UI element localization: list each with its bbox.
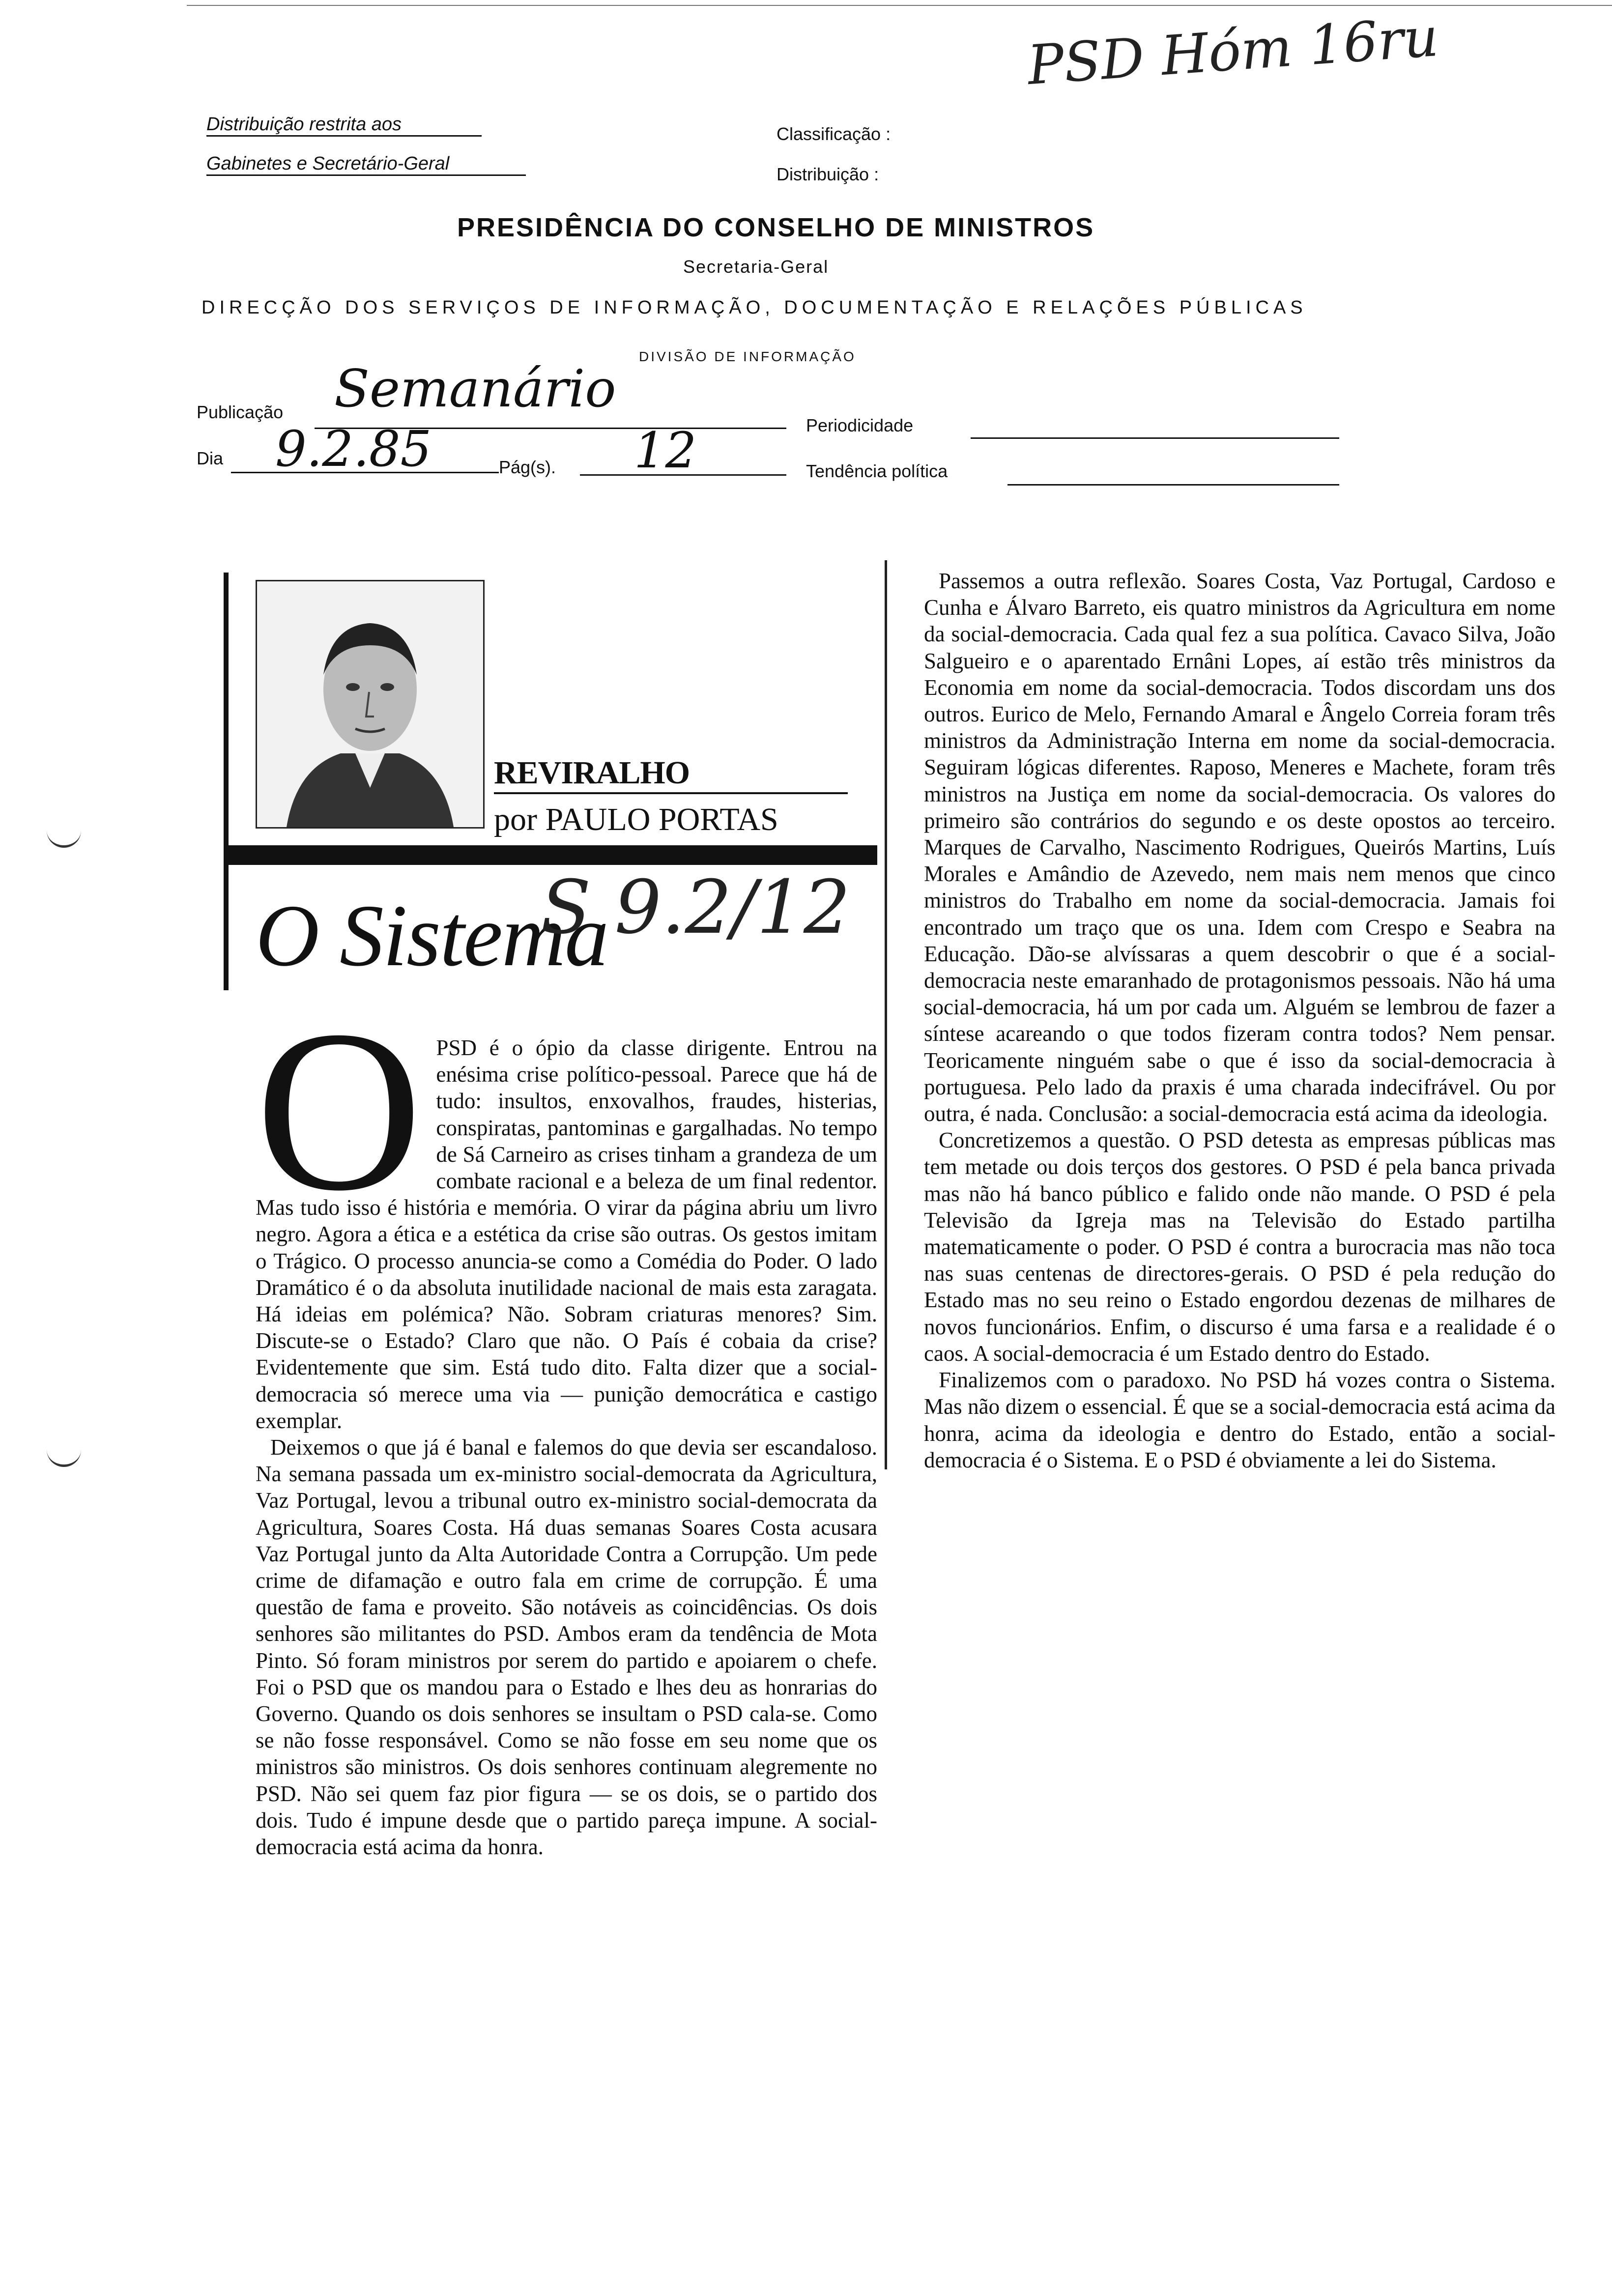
- right-column: [924, 568, 1555, 1473]
- scan-mark: [47, 1450, 81, 1467]
- handwritten-note: PSD Hóm 16ru: [1025, 5, 1440, 97]
- top-rule: [187, 5, 1612, 6]
- section-underline: [494, 792, 848, 794]
- left-column: [256, 982, 877, 1860]
- drop-cap: O: [256, 982, 423, 1238]
- paragraph: Deixemos o que já é banal e falemos do que devia ser escandaloso. Na semana passada um ex-ministro social-democrata da Agricultura, Vaz Portugal, levou a tribunal outro ex-ministro social-democrata da Agricultura, Soares Costa. Há duas semanas Soares Costa acusara Vaz Portugal junto da Alta Autoridade Contra a Corrupção. Um pede crime de difamação e outro fala em crime de corrupção. É uma questão de fama e proveito. São notáveis as coincidências. Os dois senhores são militantes do PSD. Ambos eram da tendência de Mota Pinto. Só foram ministros por serem do partido e apoiarem o chefe. Foi o PSD que os mandou para o Estado e lhes deu as honrarias do Governo. Quando os dois senhores se insultam o PSD cala-se. Como se não fosse responsável. Como se não fosse em seu nome que os ministros são ministros. Os dois senhores continuam alegremente no PSD. Não sei quem faz pior figura — se os dois, se o partido dos dois. Tudo é impune desde que o partido pareça impune. A social-democracia está acima da honra.: [256, 1435, 877, 1860]
- paragraph: Finalizemos com o paradoxo. No PSD há vozes contra o Sistema. Mas não dizem o essencial. É que se a social-democracia está acima da honra, acima da ideologia e dentro do Estado, então a social-democracia é o Sistema. E o PSD é obviamente a lei do Sistema.: [924, 1368, 1555, 1472]
- title-annotation: S 9.2/12: [541, 865, 851, 950]
- section-label: REVIRALHO: [494, 755, 690, 791]
- dia-label: Dia: [197, 448, 224, 468]
- classificacao-label: Classificação :: [777, 124, 891, 144]
- page-title: PRESIDÊNCIA DO CONSELHO DE MINISTROS: [457, 213, 1095, 242]
- paragraph: Passemos a outra reflexão. Soares Costa, Vaz Portugal, Cardoso e Cunha e Álvaro Barreto, eis quatro ministros da Agricultura em nome da social-democracia. Cada qual fez a sua política. Cavaco Silva, João Salgueiro e o aparentado Ernâni Lopes, aí estão três ministros da Economia em nome da social-democracia. Todos discordam uns dos outros. Eurico de Melo, Fernando Amaral e Ângelo Correia foram três ministros da Administração Interna em nome da social-democracia. Seguiram lógicas diferentes. Raposo, Meneres e Machete, foram três ministros na Justiça em nome da social-democracia. Os valores do primeiro são contrários do segundo e os deste opostos ao terceiro. Marques de Carvalho, Nascimento Rodrigues, Queirós Martins, Luís Morales e Amândio de Azevedo, nem mais nem menos que cinco ministros do Trabalho em nome da social-democracia. Jamais foi encontrado um traço que os una. Idem com Crespo e Seabra na Educação. Dão-se alvíssaras a quem descobrir o que é a social-democracia neste emaranhado de protagonismos pessoais. Não há uma social-democracia, há um por cada um. Alguém se lembrou de fazer a síntese acareando o que todos fizeram contra todos? Nem pensar. Teoricamente ninguém sabe o que é isso da social-democracia à portuguesa. Pelo lado da praxis é uma charada indecifrável. Ou por outra, é nada. Conclusão: a social-democracia está acima da ideologia.: [924, 569, 1555, 1126]
- divisao-line: DIVISÃO DE INFORMAÇÃO: [639, 349, 856, 364]
- paragraph: PSD é o ópio da classe dirigente. Entrou na enésima crise político-pessoal. Parece que há de tudo: insultos, enxovalhos, fraudes, histerias, conspiratas, pantominas e gargalhadas. No tempo de Sá Carneiro as crises tinham a grandeza de um combate racional e a beleza de um final redentor. Mas tudo isso é história e memória. O virar da página abriu um livro negro. Agora a ética e a estética da crise são outras. Os gestos imitam o Trágico. O processo anuncia-se como a Comédia do Poder. O lado Dramático é o da absoluta inutilidade nacional de mais esta zaragata. Há ideias em polémica? Não. Sobram criaturas menores? Sim. Discute-se o Estado? Claro que não. O País é cobaia da crise? Evidentemente que sim. Está tudo dito. Falta dizer que a social-democracia só merece uma via — punição democrática e castigo exemplar.: [256, 1035, 877, 1433]
- pags-value: 12: [634, 422, 697, 479]
- distribution-line-1: Distribuição restrita aos: [206, 114, 482, 137]
- tendencia-label: Tendência política: [806, 461, 948, 481]
- direccao-line: DIRECÇÃO DOS SERVIÇOS DE INFORMAÇÃO, DOCUMENTAÇÃO E RELAÇÕES PÚBLICAS: [202, 297, 1307, 318]
- publicacao-label: Publicação: [197, 402, 284, 422]
- article-title: O Sistema: [256, 887, 608, 984]
- periodicidade-label: Periodicidade: [806, 415, 914, 435]
- dia-value: 9.2.85: [275, 420, 432, 478]
- title-bar: [224, 845, 877, 865]
- byline: por PAULO PORTAS: [494, 802, 778, 837]
- tendencia-field: [1008, 445, 1339, 486]
- publicacao-value: Semanário: [334, 359, 616, 419]
- portrait-image: [257, 581, 483, 827]
- periodicidade-field: [971, 398, 1339, 439]
- column-divider: [885, 560, 887, 1469]
- pags-label: Pág(s).: [499, 457, 556, 477]
- scan-mark: [47, 831, 81, 848]
- left-column-rule: [224, 573, 229, 990]
- distribuicao-label: Distribuição :: [777, 164, 879, 184]
- subtitle: Secretaria-Geral: [683, 257, 829, 277]
- author-photo: [256, 580, 485, 829]
- distribution-line-2: Gabinetes e Secretário-Geral: [206, 153, 526, 176]
- paragraph: Concretizemos a questão. O PSD detesta as empresas públicas mas tem metade ou dois terços dos gestores. O PSD é pela banca privada mas não há banco público e falido onde não mande. O PSD é pela Televisão da Igreja mas na Televisão do Estado partilha matematicamente o poder. O PSD é contra a burocracia mas não toca nas suas centenas de directores-gerais. O PSD é pela redução do Estado mas no seu reino o Estado engordou dezenas de milhares de novos funcionários. Enfim, o discurso é uma farsa e a realidade é o caos. A social-democracia é um Estado dentro do Estado.: [924, 1128, 1555, 1366]
